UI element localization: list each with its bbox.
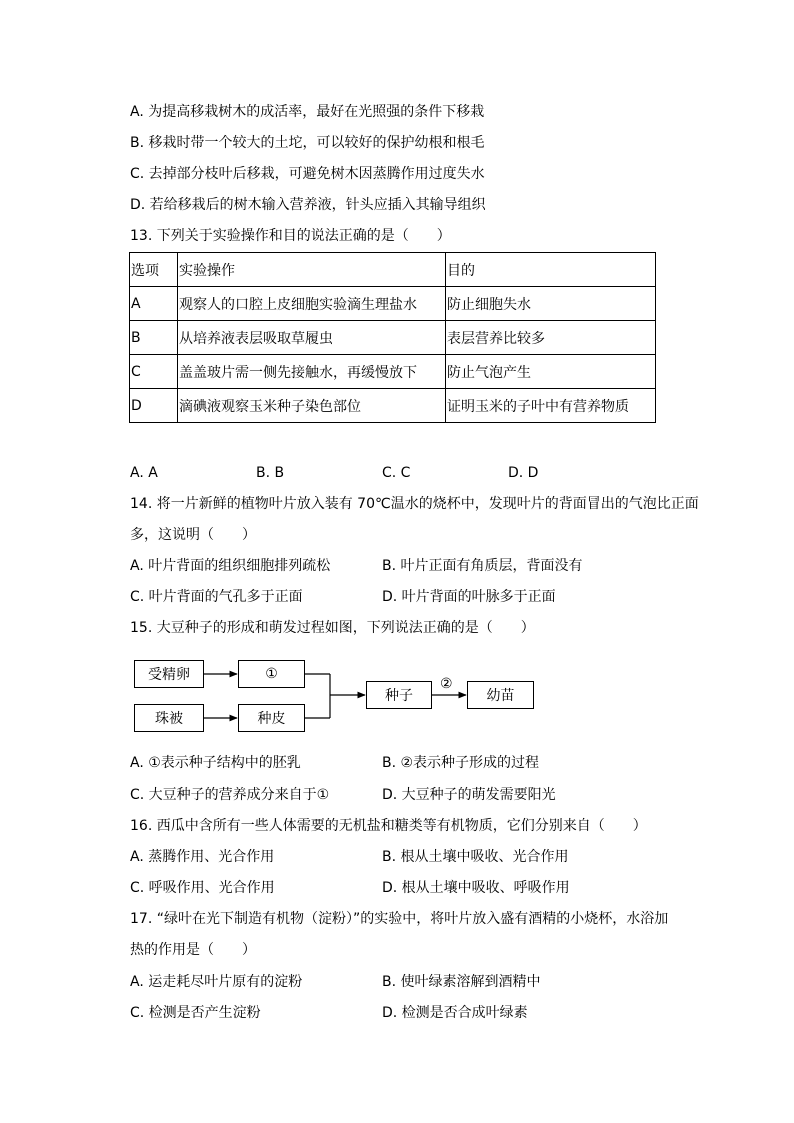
label-2: ② [440,676,453,692]
q12-option-d[interactable]: D. 若给移栽后的树木输入营养液，针头应插入其输导组织 [130,197,486,213]
q13-stem: 13. 下列关于实验操作和目的说法正确的是（ ） [130,228,451,244]
q14-stem-line1: 14. 将一片新鲜的植物叶片放入装有 70℃温水的烧杯中，发现叶片的背面冒出的气泡比正面 [130,496,699,512]
table-header-row [130,253,656,287]
q16-option-c[interactable]: C. 呼吸作用、光合作用 [130,880,275,896]
q15-option-d[interactable]: D. 大豆种子的萌发需要阳光 [382,787,556,803]
q12-option-a[interactable]: A. 为提高移栽树木的成活率，最好在光照强的条件下移栽 [130,104,485,120]
table-header-cell: 选项 [130,253,178,287]
q12-option-c[interactable]: C. 去掉部分枝叶后移栽，可避免树木因蒸腾作用过度失水 [130,166,485,182]
q15-option-b[interactable]: B. ②表示种子形成的过程 [382,755,540,771]
q14-option-b[interactable]: B. 叶片正面有角质层，背面没有 [382,558,583,574]
box-integument: 珠被 [134,704,204,732]
box-seed: 种子 [366,681,432,709]
q15-option-a[interactable]: A. ①表示种子结构中的胚乳 [130,755,301,771]
table-header-cell: 目的 [446,253,656,287]
q13-option-b[interactable]: B. B [256,465,285,481]
table-header-cell: 实验操作 [178,253,446,287]
q13-table [129,252,656,423]
table-row [130,287,656,321]
table-cell: 盖盖玻片需一侧先接触水，再缓慢放下 [178,355,446,389]
table-cell: 防止细胞失水 [446,287,656,321]
table-cell: 证明玉米的子叶中有营养物质 [446,389,656,423]
table-cell: A [130,287,178,321]
q14-option-c[interactable]: C. 叶片背面的气孔多于正面 [130,589,303,605]
q13-option-d[interactable]: D. D [508,465,539,481]
box-fertilized-egg: 受精卵 [134,660,204,688]
q15-option-c[interactable]: C. 大豆种子的营养成分来自于① [130,787,330,803]
table-cell: 防止气泡产生 [446,355,656,389]
q16-option-b[interactable]: B. 根从土壤中吸收、光合作用 [382,849,569,865]
q17-stem-line1: 17. “绿叶在光下制造有机物（淀粉）”的实验中，将叶片放入盛有酒精的小烧杯，水浴加 [130,911,669,927]
box-seedling: 幼苗 [467,681,534,709]
table-row [130,389,656,423]
q12-option-b[interactable]: B. 移栽时带一个较大的土坨，可以较好的保护幼根和根毛 [130,135,485,151]
table-cell: 表层营养比较多 [446,321,656,355]
table-row [130,355,656,389]
q17-option-d[interactable]: D. 检测是否合成叶绿素 [382,1005,528,1021]
q13-option-c[interactable]: C. C [382,465,411,481]
box-1: ① [238,660,305,688]
q16-stem: 16. 西瓜中含所有一些人体需要的无机盐和糖类等有机物质，它们分别来自（ ） [130,818,647,834]
q15-stem: 15. 大豆种子的形成和萌发过程如图，下列说法正确的是（ ） [130,620,535,636]
table-cell: 从培养液表层吸取草履虫 [178,321,446,355]
q14-stem-line2: 多，这说明（ ） [130,527,256,543]
q17-option-b[interactable]: B. 使叶绿素溶解到酒精中 [382,974,541,990]
q13-option-a[interactable]: A. A [130,465,158,481]
q17-option-a[interactable]: A. 运走耗尽叶片原有的淀粉 [130,974,303,990]
q14-option-a[interactable]: A. 叶片背面的组织细胞排列疏松 [130,558,331,574]
table-cell: C [130,355,178,389]
table-row [130,321,656,355]
q16-option-d[interactable]: D. 根从土壤中吸收、呼吸作用 [382,880,570,896]
q17-stem-line2: 热的作用是（ ） [130,942,256,958]
table-cell: 滴碘液观察玉米种子染色部位 [178,389,446,423]
table-cell: B [130,321,178,355]
table-cell: D [130,389,178,423]
table-cell: 观察人的口腔上皮细胞实验滴生理盐水 [178,287,446,321]
box-seed-coat: 种皮 [238,704,305,732]
q14-option-d[interactable]: D. 叶片背面的叶脉多于正面 [382,589,556,605]
q16-option-a[interactable]: A. 蒸腾作用、光合作用 [130,849,275,865]
q17-option-c[interactable]: C. 检测是否产生淀粉 [130,1005,261,1021]
